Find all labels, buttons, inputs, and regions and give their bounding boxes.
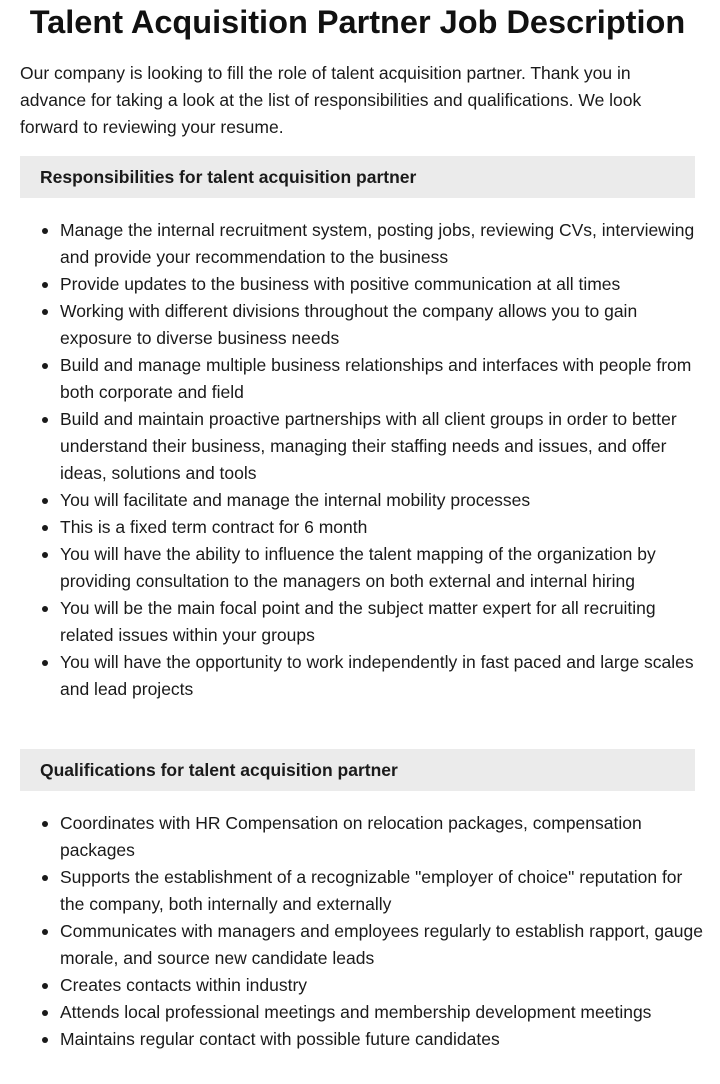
responsibility-item: Manage the internal recruitment system, posting jobs, reviewing CVs, interviewing and provide your recommendation to the business <box>60 217 695 271</box>
qualifications-heading: Qualifications for talent acquisition partner <box>20 749 695 791</box>
page-title: Talent Acquisition Partner Job Description <box>29 4 686 40</box>
responsibility-item: This is a fixed term contract for 6 month <box>60 514 695 541</box>
responsibility-item: Provide updates to the business with positive communication at all times <box>60 271 695 298</box>
responsibilities-heading: Responsibilities for talent acquisition partner <box>20 156 695 198</box>
qualification-item: Coordinates with HR Compensation on relocation packages, compensation packages <box>60 810 710 864</box>
responsibility-item: You will have the opportunity to work independently in fast paced and large scales and lead projects <box>60 649 695 703</box>
responsibility-item: You will facilitate and manage the internal mobility processes <box>60 487 695 514</box>
responsibility-item: Build and manage multiple business relationships and interfaces with people from both corporate and field <box>60 352 695 406</box>
responsibilities-list <box>20 217 695 703</box>
responsibility-item: Build and maintain proactive partnerships with all client groups in order to better understand their business, managing their staffing needs and issues, and offer ideas, solutions and tools <box>60 406 695 487</box>
responsibility-item: Working with different divisions throughout the company allows you to gain exposure to diverse business needs <box>60 298 695 352</box>
qualification-item: Supports the establishment of a recognizable "employer of choice" reputation for the company, both internally and externally <box>60 864 710 918</box>
responsibility-item: You will be the main focal point and the subject matter expert for all recruiting related issues within your groups <box>60 595 695 649</box>
qualification-item: Attends local professional meetings and membership development meetings <box>60 999 710 1026</box>
qualification-item: Maintains regular contact with possible future candidates <box>60 1026 710 1053</box>
qualification-item: Communicates with managers and employees regularly to establish rapport, gauge morale, and source new candidate leads <box>60 918 710 972</box>
qualification-item: Creates contacts within industry <box>60 972 710 999</box>
intro-paragraph: Our company is looking to fill the role of talent acquisition partner. Thank you in advance for taking a look at the list of responsibilities and qualifications. We look forward to reviewing your resume. <box>20 63 642 137</box>
responsibility-item: You will have the ability to influence the talent mapping of the organization by providing consultation to the managers on both external and internal hiring <box>60 541 695 595</box>
qualifications-list <box>20 810 710 1053</box>
